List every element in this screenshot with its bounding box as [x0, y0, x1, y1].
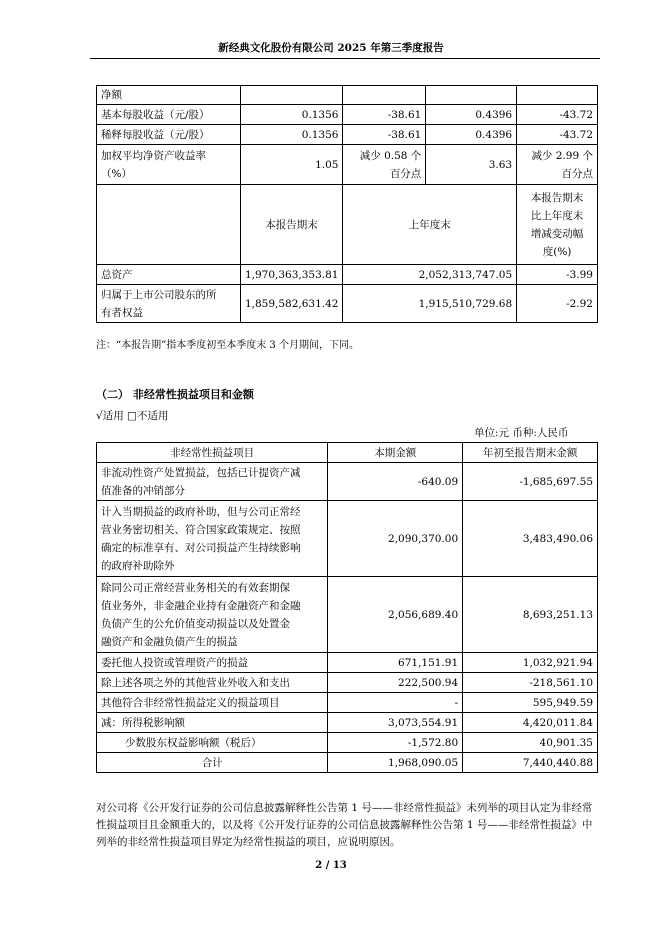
total-row: 合计 1,968,090.05 7,440,440.88 [97, 753, 598, 773]
explanation-paragraph: 对公司将《公开发行证券的公司信息披露解释性公告第 1 号——非经常性损益》未列举的项目认定为非经常性损益项目且金额重大的，以及将《公开发行证券的公司信息披露解释性公告第 1 号——非经常性损益》中列举的非经常性损益项目界定为经常性损益的项目，应说明原因。 [96, 802, 593, 848]
table-row: 其他符合非经常性损益定义的损益项目 - 595,949.59 [97, 693, 598, 713]
header-divider [90, 58, 600, 59]
table-header: 非经常性损益项目 本期金额 年初至报告期末金额 [97, 443, 598, 463]
page-number: 2 / 13 [315, 860, 347, 871]
total-assets-row: 总资产 1,970,363,353.81 2,052,313,747.05 -3.99 [97, 265, 598, 285]
table-row: 基本每股收益（元/股） 0.1356 -38.61 0.4396 -43.72 [97, 105, 598, 125]
applicability-check: √适用 □不适用 [96, 410, 169, 422]
unit-currency: 单位:元 币种:人民币 [474, 427, 569, 439]
report-header: 新经典文化股份有限公司 2025 年第三季度报告 [218, 42, 444, 54]
equity-row: 归属于上市公司股东的所 有者权益 1,859,582,631.42 1,915,510,729.68 -2.92 [97, 285, 598, 323]
table-row: 计入当期损益的政府补助，但与公司正常经 营业务密切相关、符合国家政策规定、按照 确定的标准享有、对公司损益产生持续影响 的政府补助除外 2,090,370.00 3,483,490.06 [97, 501, 598, 577]
note-text: 注：“本报告期”指本季度初至本季度末 3 个月期间，下同。 [96, 340, 359, 351]
non-recurring-table [96, 442, 598, 773]
table-row: 非流动性资产处置损益，包括已计提资产减 值准备的冲销部分 -640.09 -1,685,697.55 [97, 463, 598, 501]
table-row: 除上述各项之外的其他营业外收入和支出 222,500.94 -218,561.10 [97, 673, 598, 693]
table-row: 减：所得税影响额 3,073,554.91 4,420,011.84 [97, 713, 598, 733]
table-row: 少数股东权益影响额（税后） -1,572.80 40,901.35 [97, 733, 598, 753]
period-header-row: 本报告期末 上年度末 本报告期末 比上年度末 增减变动幅 度(%) [97, 185, 598, 265]
roe-row: 加权平均净资产收益率 （%） 1.05 减少 0.58 个 百分点 3.63 减少 2.99 个 百分点 [97, 145, 598, 185]
table-row: 除同公司正常经营业务相关的有效套期保 值业务外，非金融企业持有金融资产和金融 负债产生的公允价值变动损益以及处置金 融资产和金融负债产生的损益 2,056,689.40 8,693,251.13 [97, 577, 598, 653]
table-row: 稀释每股收益（元/股） 0.1356 -38.61 0.4396 -43.72 [97, 125, 598, 145]
section-title: （二） 非经常性损益项目和金额 [96, 388, 254, 401]
net-label: 净额 [97, 86, 241, 105]
key-indicators-table [96, 85, 598, 323]
table-row: 委托他人投资或管理资产的损益 671,151.91 1,032,921.94 [97, 653, 598, 673]
